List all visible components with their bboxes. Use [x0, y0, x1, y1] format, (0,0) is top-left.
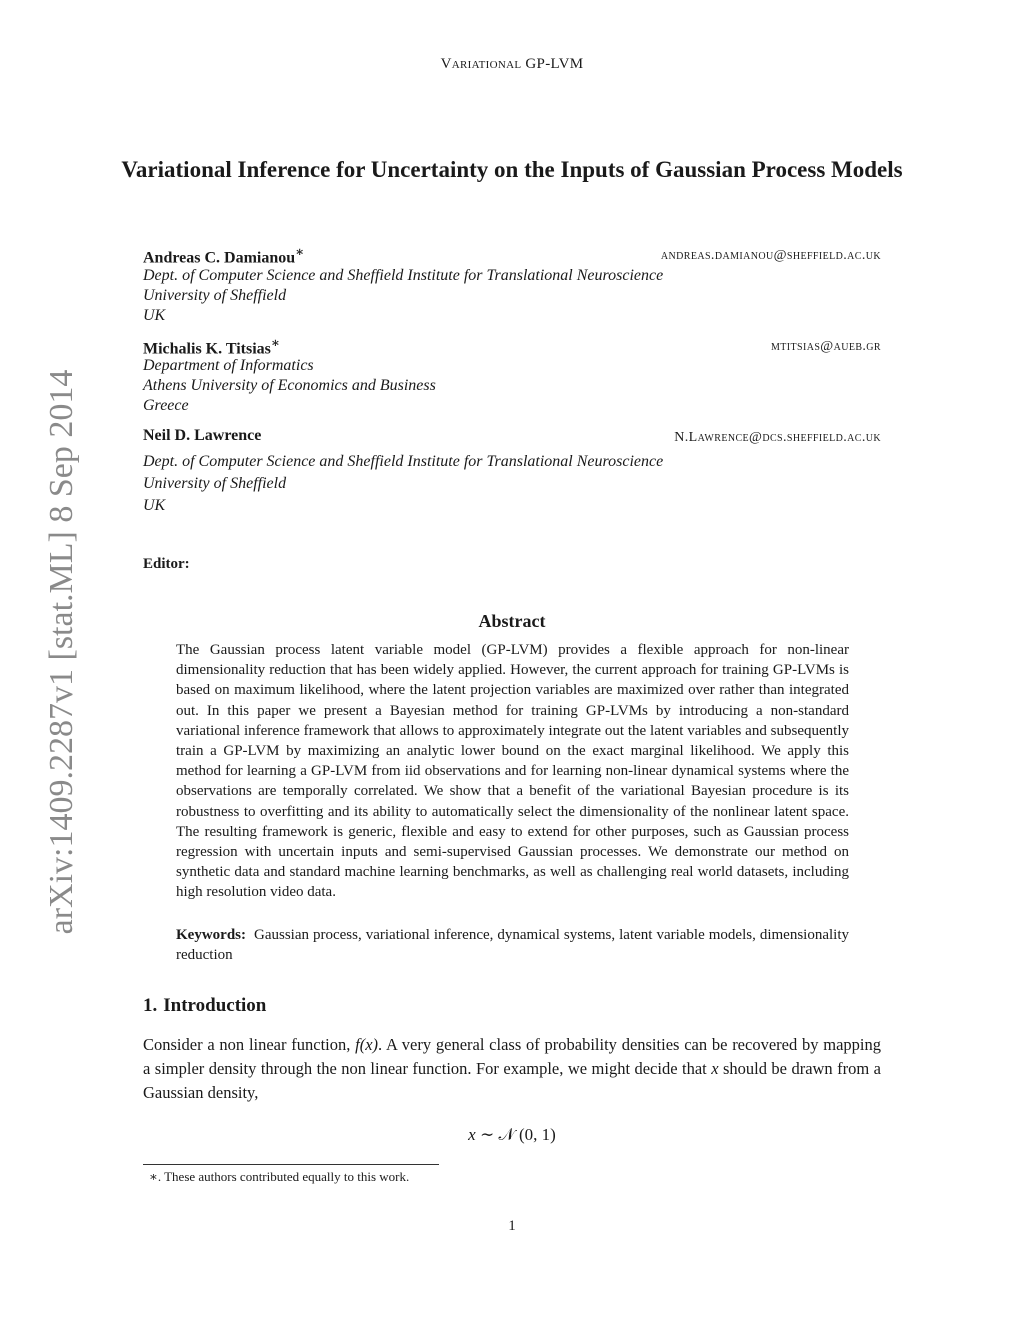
arxiv-stamp: arXiv:1409.2287v1 [stat.ML] 8 Sep 2014 [43, 369, 80, 935]
section-number: 1. [143, 995, 158, 1016]
author-affiliation-2 [143, 356, 436, 416]
intro-text-2: . A very general class of probability densities can be recovered by mapping a simpler density through the non linear function. For example, we might decide that [143, 1035, 881, 1078]
author-name-text: Michalis K. Titsias [143, 340, 271, 358]
equation [0, 1125, 1024, 1145]
affiliation-line: Dept. of Computer Science and Sheffield Institute for Translational Neuroscience [143, 453, 664, 470]
affiliation-line: Dept. of Computer Science and Sheffield Institute for Translational Neuroscience [143, 267, 664, 284]
author-name-text: Andreas C. Damianou [143, 249, 296, 267]
abstract-heading: Abstract [478, 611, 546, 631]
paper-title: Variational Inference for Uncertainty on the Inputs of Gaussian Process Models [121, 157, 903, 182]
affiliation-line: University of Sheffield [143, 475, 287, 492]
intro-math-x: x [711, 1059, 719, 1078]
author-name-text: Neil D. Lawrence [143, 427, 262, 444]
affiliation-line: Department of Informatics [143, 357, 314, 374]
footnote-text: These authors contributed equally to this work. [161, 1169, 410, 1184]
running-head [0, 56, 1024, 73]
intro-paragraph [143, 1033, 881, 1105]
author-email-1[interactable]: andreas.damianou@sheffield.ac.uk [660, 248, 881, 263]
author-affiliation-1 [143, 266, 663, 326]
footnote-marker: ∗. [149, 1169, 162, 1184]
page-number: 1 [508, 1218, 516, 1234]
intro-math-fx: f(x) [355, 1035, 379, 1054]
footnote [149, 1169, 409, 1185]
equation-dist: 𝒩 [498, 1125, 515, 1144]
keywords-label: Keywords: [176, 927, 246, 943]
author-marker: ∗ [270, 335, 281, 350]
author-marker: ∗ [295, 244, 305, 259]
keywords [176, 925, 849, 965]
affiliation-line: Greece [143, 397, 189, 414]
footnote-rule [143, 1164, 439, 1165]
author-affiliation-3 [143, 451, 663, 517]
author-name-3 [143, 427, 261, 445]
running-head-text: Variational GP-LVM [440, 56, 584, 72]
affiliation-line: UK [143, 307, 166, 324]
affiliation-line: Athens University of Economics and Business [143, 377, 436, 394]
affiliation-line: University of Sheffield [143, 287, 287, 304]
affiliation-line: UK [143, 497, 166, 514]
equation-lhs: x [468, 1125, 476, 1144]
author-email-3[interactable]: N.Lawrence@dcs.sheffield.ac.uk [674, 430, 881, 445]
intro-text-3: should be drawn from a Gaussian density, [143, 1059, 881, 1102]
section-heading-introduction [143, 995, 266, 1017]
author-name-1 [143, 244, 304, 267]
editor-label: Editor: [143, 556, 190, 572]
section-title: Introduction [163, 995, 267, 1016]
abstract-body: The Gaussian process latent variable model (GP-LVM) provides a flexible approach for non-linear dimensionality reduction that has been widely applied. However, the current approach for training GP-LVMs is based on maximum likelihood, where the latent projection variables are maximized over rather than integrated out. In this paper we present a Bayesian method for training GP-LVMs by introducing a non-standard variational inference framework that allows to approximately integrate out the latent variables and subsequently train a GP-LVM by maximizing an analytic lower bound on the exact marginal likelihood. We apply this method for learning a GP-LVM from iid observations and for learning non-linear dynamical systems where the observations are temporally correlated. We show that a benefit of the variational Bayesian procedure is its robustness to overfitting and its ability to automatically select the dimensionality of the nonlinear latent space. The resulting framework is generic, flexible and easy to extend for other purposes, such as Gaussian process regression with uncertain inputs and semi-supervised Gaussian processes. We demonstrate our method on synthetic data and standard machine learning benchmarks, as well as challenging real world datasets, including high resolution video data. [176, 642, 849, 901]
author-name-2 [143, 335, 280, 358]
equation-op: ∼ [475, 1125, 499, 1144]
keywords-text: Gaussian process, variational inference, dynamical systems, latent variable models, dimensionality reduction [176, 927, 849, 963]
equation-args: (0, 1) [514, 1125, 556, 1144]
intro-text-1: Consider a non linear function, [143, 1035, 356, 1054]
author-email-2[interactable]: mtitsias@aueb.gr [770, 339, 881, 354]
